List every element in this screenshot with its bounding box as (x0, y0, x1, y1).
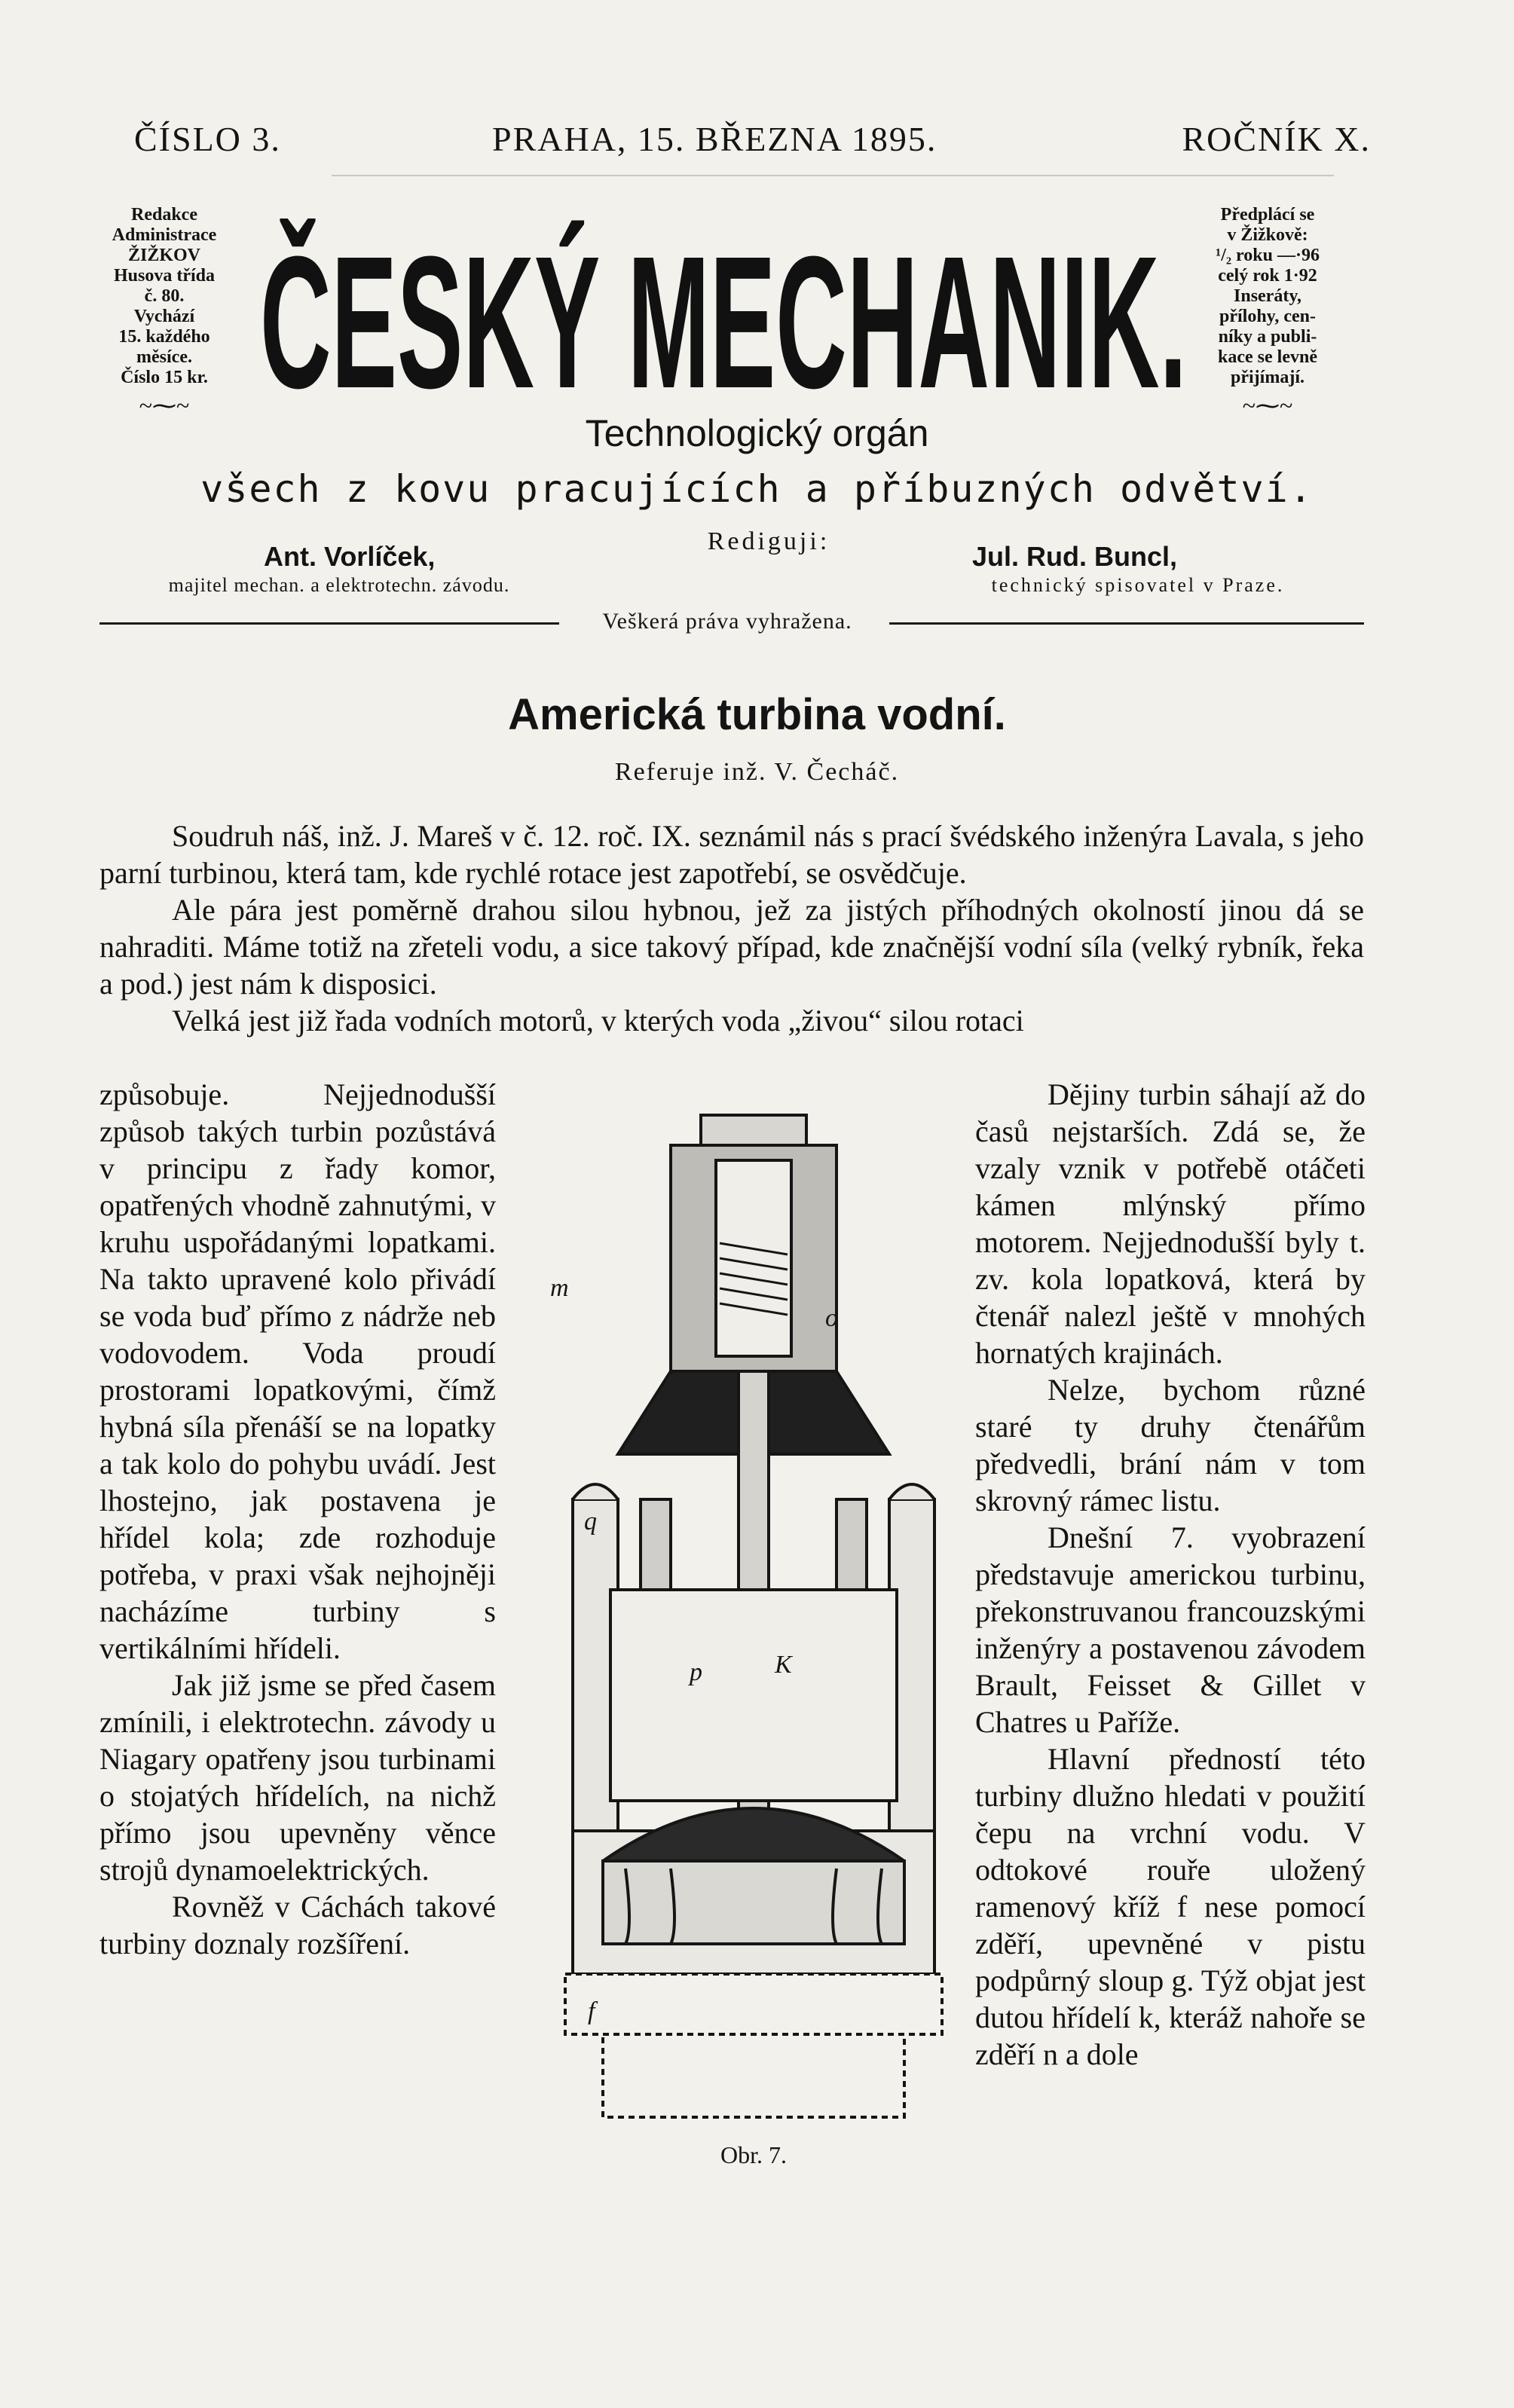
side-left-line: Husova třída (113, 266, 215, 286)
volume-number: ROČNÍK X. (1182, 120, 1371, 158)
paragraph: Jak již jsme se před časem zmínili, i elektrotechn. závody u Niagary opatřeny jsou turbinami o stojatých hřídelích, na nichž přímo jsou upevněny věnce strojů dynamoelektrických. (99, 1668, 496, 1887)
figure-label-q: q (584, 1508, 597, 1536)
editors-label: Rediguji: (707, 527, 830, 555)
side-left-line: měsíce. (136, 347, 192, 367)
side-right-line: Předplácí se (1220, 205, 1315, 225)
masthead-title (256, 212, 1191, 427)
paragraph: Soudruh náš, inž. J. Mareš v č. 12. roč. IX. seznámil nás s prací švédského inženýra Lavala, s jeho parní turbinou, která tam, kde rychlé rotace jest zapotřebí, se osvědčuje. (99, 819, 1364, 890)
rights-text: Veškerá práva vyhražena. (602, 609, 852, 634)
paragraph: Hlavní předností této turbiny dlužno hledati v použití čepu na vrchní vodu. V odtokové rouře uložený ramenový kříž f nese pomocí zděří, upevněné v pistu podpůrný sloup g. Týž objat jest dutou hřídelí k, kteráž nahoře se zděří n a dole (975, 1742, 1366, 2071)
side-right-line: ¹/₂ roku —·96 (1216, 246, 1320, 265)
figure-label-o: o (825, 1304, 838, 1332)
figure-caption: Obr. 7. (720, 2141, 787, 2168)
article-right-column (975, 1076, 1366, 2073)
side-left-line: 15. každého (118, 327, 210, 347)
header-rule (332, 175, 1334, 176)
editors-block (75, 527, 1432, 603)
paragraph: Dnešní 7. vyobrazení představuje americkou turbinu, překonstruvanou francouzskými inženýry a postavenou závodem Brault, Feisset & Gillet v Chatres u Paříže. (975, 1520, 1366, 1739)
side-right-line: přílohy, cen- (1219, 307, 1316, 326)
subtitle-line-1: Technologický orgán (585, 412, 929, 454)
figure-label-p: p (690, 1658, 702, 1686)
masthead-text: ČESKÝ MECHANIK. (260, 217, 1188, 427)
figure-label-k: K (775, 1651, 792, 1679)
side-left-line: ŽIŽKOV (127, 246, 201, 265)
ornament-icon: ~⁓~ (139, 392, 190, 419)
rights-rule-right (889, 622, 1364, 625)
article-title: Americká turbina vodní. (508, 690, 1006, 739)
rights-line (90, 609, 1364, 639)
side-right-line: Inseráty, (1234, 286, 1301, 306)
subscription-box (1170, 205, 1366, 417)
paragraph: Dějiny turbin sáhají až do časů nejstarších. Zdá se, že vzaly vznik v potřebě otáčeti kámen mlýnský přímo motorem. Nejjednodušší byly t. zv. kola lopatková, která by čtenář nalezl ještě v mnohých hornatých krajinách. (975, 1077, 1366, 1370)
side-left-line: Administrace (112, 225, 217, 245)
side-right-line: v Žižkově: (1227, 225, 1308, 245)
rights-rule-left (99, 622, 559, 625)
editor-right-description: technický spisovatel v Praze. (991, 574, 1285, 596)
side-left-line: Redakce (131, 205, 197, 225)
turbine-figure (550, 1108, 950, 2162)
figure-label-m: m (550, 1274, 569, 1302)
side-left-line: Vychází (133, 307, 195, 326)
subtitle-line-2: všech z kovu pracujících a příbuzných odvětví. (200, 467, 1314, 511)
issue-header (134, 119, 1424, 164)
editor-right-name: Jul. Rud. Buncl, (972, 541, 1178, 572)
article-byline: Referuje inž. V. Čecháč. (614, 758, 900, 786)
article-left-column (99, 1076, 496, 1962)
editor-left-description: majitel mechan. a elektrotechn. závodu. (168, 574, 510, 596)
paragraph: způsobuje. Nejjednodušší způsob takých turbin pozůstává v principu z řady komor, opatřených vhodně zahnutými, v kruhu uspořádanými lopatkami. Na takto upravené kolo přivádí se voda buď přímo z nádrže neb vodovodem. Voda proudí prostorami lopatkovými, čímž hybná síla přenáší se na lopatky a tak kolo do pohybu uvádí. Jest lhostejno, jak postavena je hřídel kola; zde rozhoduje potřeba, v praxi však nejhojněji nacházíme turbiny s vertikálními hřídeli. (99, 1077, 496, 1665)
side-left-line: č. 80. (144, 286, 185, 306)
ornament-icon: ~⁓~ (1242, 392, 1293, 419)
side-right-line: přijímají. (1231, 368, 1304, 387)
figure-label-f: f (588, 1997, 595, 2025)
editorial-office-box (84, 205, 244, 417)
article-intro (99, 817, 1364, 1039)
paragraph: Ale pára jest poměrně drahou silou hybnou, jež za jistých příhodných okolností jinou dá se nahraditi. Máme totiž na zřeteli vodu, a sice takový případ, kde značnější vodní síla (velký rybník, řeka a pod.) jest nám k disposici. (99, 893, 1364, 1001)
side-right-line: kace se levně (1218, 347, 1317, 367)
editor-left-name: Ant. Vorlíček, (264, 541, 436, 572)
place-and-date: PRAHA, 15. BŘEZNA 1895. (492, 120, 937, 158)
side-left-line: Číslo 15 kr. (121, 368, 208, 387)
paragraph: Velká jest již řada vodních motorů, v kterých voda „živou“ silou rotaci (172, 1004, 1024, 1037)
paragraph: Nelze, bychom různé staré ty druhy čtenářům předvedli, brání nám v tom skrovný rámec listu. (975, 1373, 1366, 1517)
paragraph: Rovněž v Cáchách takové turbiny doznaly rozšíření. (99, 1890, 496, 1960)
side-right-line: níky a publi- (1218, 327, 1317, 347)
issue-number: ČÍSLO 3. (134, 120, 281, 158)
side-right-line: celý rok 1·92 (1218, 266, 1317, 286)
